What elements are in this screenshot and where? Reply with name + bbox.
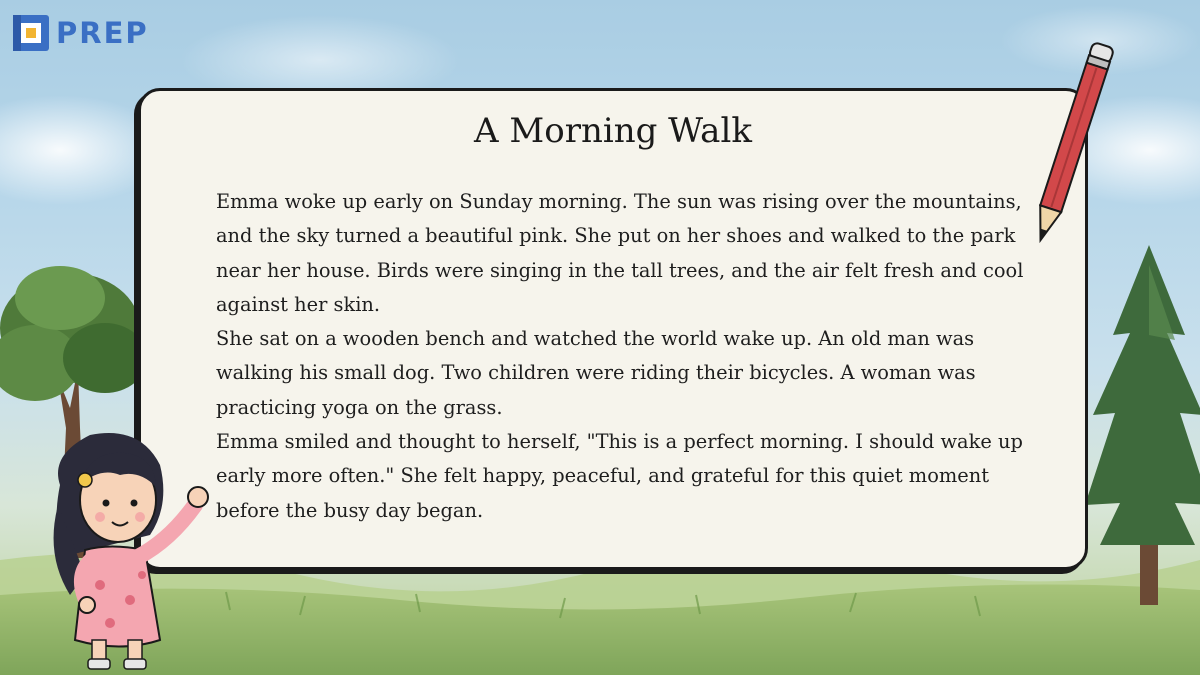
waving-girl-illustration: [30, 425, 215, 670]
story-body: [216, 185, 1036, 528]
story-paragraph: Emma smiled and thought to herself, "This is a perfect morning. I should wake up early more often." She felt happy, peaceful, and grateful for this quiet moment before the busy day began.: [216, 430, 1023, 522]
story-paragraph: She sat on a wooden bench and watched the world wake up. An old man was walking his small dog. Two children were riding their bicycles. A woman was practicing yoga on the grass.: [216, 327, 976, 419]
pencil-icon: [1022, 30, 1122, 250]
prep-logo-icon: [12, 14, 50, 52]
pine-tree-illustration: [1085, 245, 1200, 605]
story-card: [138, 88, 1088, 570]
brand-name: PREP: [56, 16, 149, 50]
story-paragraph: Emma woke up early on Sunday morning. The sun was rising over the mountains, and the sky turned a beautiful pink. She put on her shoes and walked to the park near her house. Birds were singing in the tall trees, and the air felt fresh and cool against her skin.: [216, 190, 1024, 316]
brand-logo[interactable]: [12, 14, 149, 52]
story-title: A Morning Walk: [474, 111, 752, 151]
